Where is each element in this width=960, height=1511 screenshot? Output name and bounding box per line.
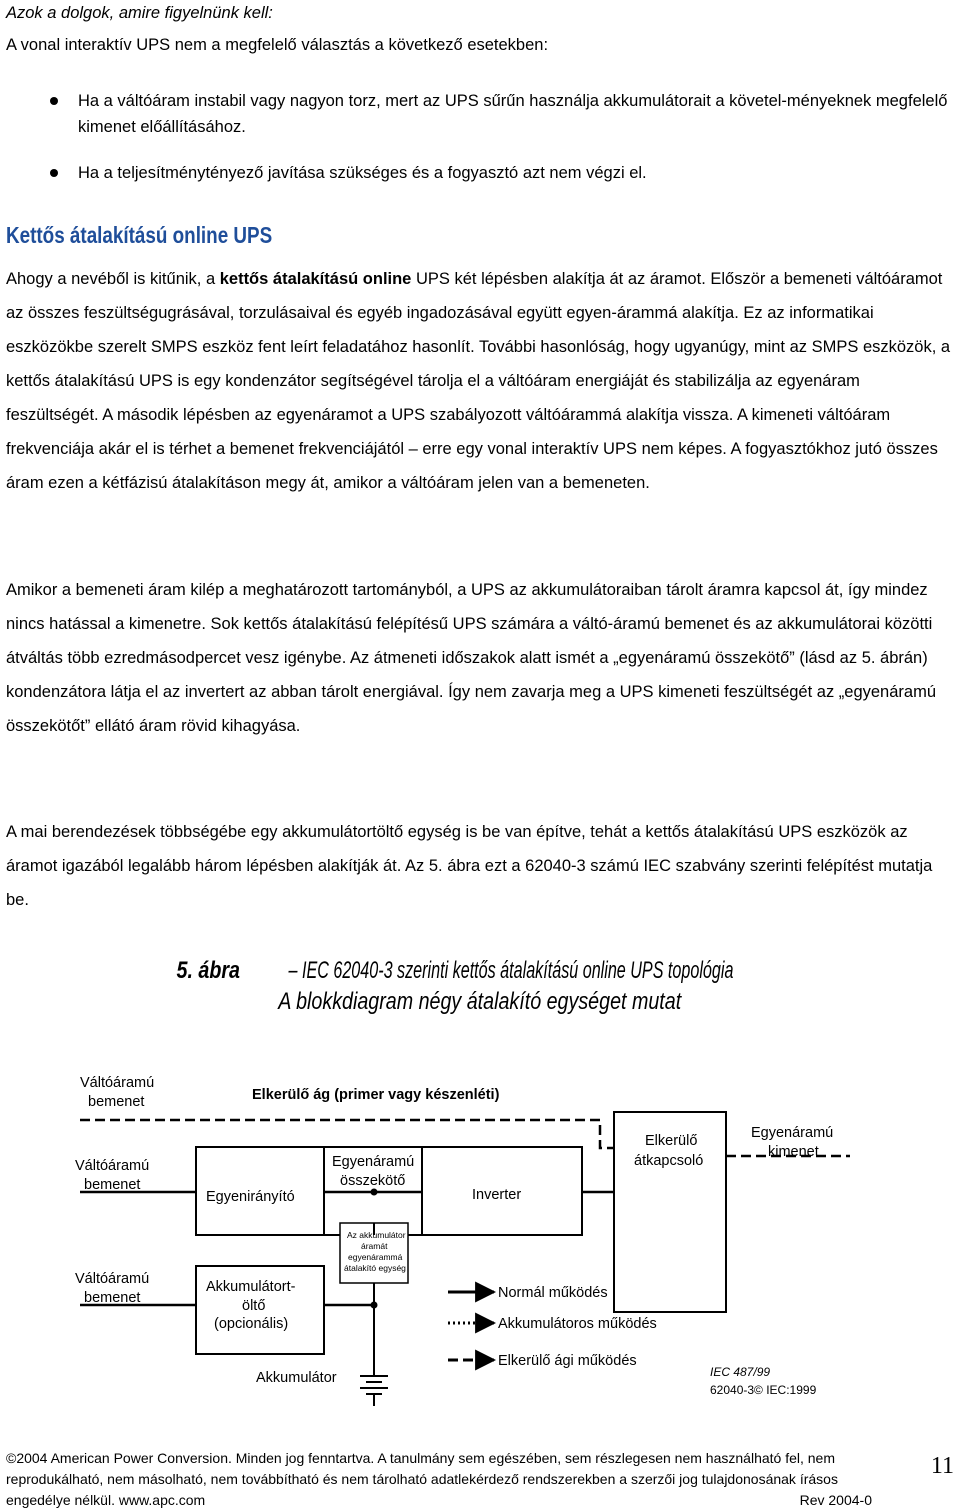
figure-ref-2: 62040-3© IEC:1999 [710,1383,817,1397]
ac-input-bottom-label-2: bemenet [84,1290,141,1306]
converter-label-4: átalakító egység [344,1263,406,1273]
paragraph-2: Amikor a bemeneti áram kilép a meghatározott tartományból, a UPS az akkumulátoraiban tárolt áramra kapcsol át, így mindez nincs hatással a kimenetre. Sok kettős átalakítású felépítésű UPS számára a váltó-áramú bemenet és az akkumulátorai közötti átváltás több ezredmásodpercet vesz igénybe. Az átmeneti időszakok alatt ismét a „egyenáramú összekötő” (lásd az 5. ábrán) kondenzátora látja el az invertert az abban tárolt energiával. Így nem zavarja meg a UPS kimeneti feszültségét az „egyenáramú összekötőt” ellátó áram rövid kihagyása. [6,581,936,735]
ac-input-bottom-label: Váltóáramú [75,1271,150,1287]
paragraph-1: Ahogy a nevéből is kitűnik, a kettős átalakítású online UPS két lépésben alakítja át az áramot. Először a bemeneti váltóáramot az összes feszültségugrásával, torzulásaival és egyéb ingadozásával együtt egyen-árammá alakítja. Ez az informatikai eszközökbe szerelt SMPS eszköz fent leírt feladatához hasonlít. További hasonlóság, hogy ugyanúgy, mint az SMPS eszközök, a kettős átalakítású UPS is egy kondenzátor segítségével tárolja el a váltóáram energiáját és stabilizálja az egyenáram feszültségét. A második lépésben az egyenáramot a UPS szabályozott váltóárammá alakítja vissza. A kimeneti váltóáram frekvenciája akár el is térhet a bemenet frekvenciájától – erre egy vonal interaktív UPS nem képes. A fogyasztókhoz jutó összes áram ezen a kétfázisú átalakításon megy át, amikor a váltóáram jelen van a bemeneten. [6,270,951,492]
ac-input-top-label: Váltóáramú [80,1075,155,1091]
footer-revision: Rev 2004-0 [799,1492,872,1508]
legend-bypass: Elkerülő ági működés [498,1353,637,1369]
dc-output-label: Egyenáramú [751,1125,834,1141]
list-item: Ha a váltóáram instabil vagy nagyon torz, mert az UPS sűrűn használja akkumulátorait a követel-ményeknek megfelelő kimenet előállításához. [50,88,950,140]
footer-line-1: ©2004 American Power Conversion. Minden jog fenntartva. A tanulmány sem egészében, sem részlegesen nem használható fel, nem [6,1450,836,1466]
bullet-icon [50,97,58,105]
rectifier-label: Egyenirányító [206,1189,295,1205]
bypass-line [80,1120,614,1148]
legend-normal: Normál működés [498,1285,608,1301]
inverter-label: Inverter [472,1187,522,1203]
dclink-label-2: összekötő [340,1173,406,1189]
bypass-label: Elkerülő ág (primer vagy készenléti) [252,1087,500,1103]
ac-input-mid-label-2: bemenet [84,1177,141,1193]
bullet-icon [50,169,58,177]
charger-label-2: öltő [242,1298,266,1314]
figure-subtitle: A blokkdiagram négy átalakító egységet mutat [278,988,682,1015]
converter-label: Az akkumulátor [347,1230,406,1240]
switch-label-2: átkapcsoló [634,1153,704,1169]
intro-lead: A vonal interaktív UPS nem a megfelelő választás a következő esetekben: [6,36,549,54]
page-number: 11 [930,1453,954,1479]
battery-label: Akkumulátor [256,1370,337,1386]
charger-label-3: (opcionális) [214,1316,289,1332]
legend-battery: Akkumulátoros működés [498,1316,657,1332]
section-heading: Kettős átalakítású online UPS [6,222,273,248]
dclink-label: Egyenáramú [332,1154,415,1170]
figure-ref: IEC 487/99 [710,1365,771,1379]
footer-line-2: reprodukálható, nem másolható, nem továbbítható és nem tárolható adatlekérdező rendszerekben a szerzői jog tulajdonosának írásos [6,1471,838,1487]
converter-label-3: egyenárammá [348,1252,403,1262]
intro-title: Azok a dolgok, amire figyelnünk kell: [6,4,273,22]
list-item: Ha a teljesítménytényező javítása szükséges és a fogyasztó azt nem végzi el. [50,160,950,186]
block-diagram [0,1060,960,1450]
charger-label: Akkumulátort- [206,1279,296,1295]
footer-line-3: engedélye nélkül. www.apc.com [6,1492,206,1508]
ac-input-mid-label: Váltóáramú [75,1158,150,1174]
converter-label-2: áramát [361,1241,388,1251]
switch-label: Elkerülő [645,1133,698,1149]
bullet-list [50,88,950,206]
footer [6,1448,886,1511]
dc-output-label-2: kimenet [768,1144,819,1160]
paragraph-3: A mai berendezések többségébe egy akkumulátortöltő egység is be van építve, tehát a kettős átalakítású UPS eszközök az áramot igazából legalább három lépésben alakítják át. Az 5. ábra ezt a 62040-3 számú IEC szabvány szerinti felépítést mutatja be. [6,823,933,909]
ac-input-top-label-2: bemenet [88,1094,145,1110]
figure-title: 5. ábra– IEC 62040-3 szerinti kettős átalakítású online UPS topológia [176,957,735,984]
